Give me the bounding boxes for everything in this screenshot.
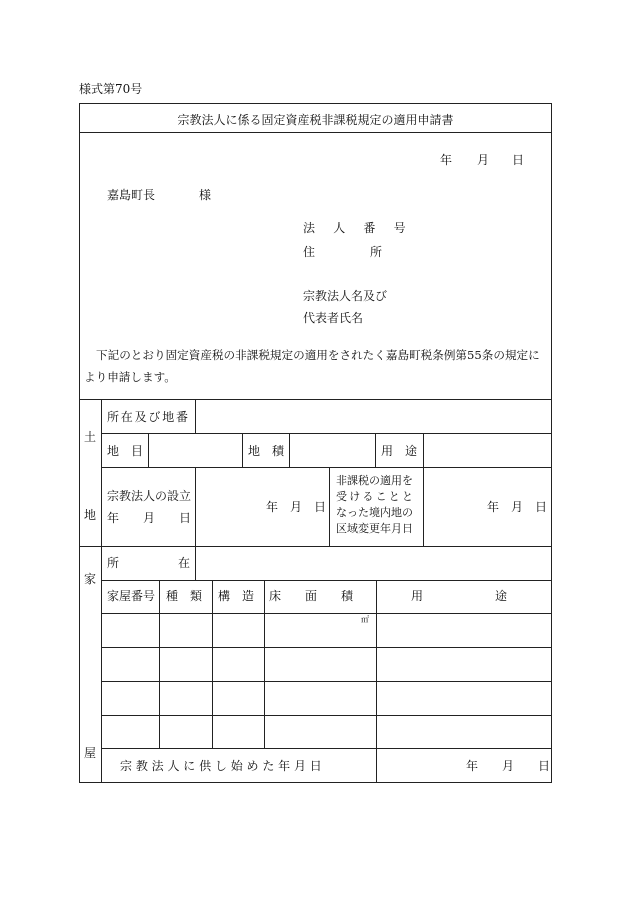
date-day[interactable]: 日: [512, 153, 525, 167]
established-date[interactable]: 年 月 日: [266, 500, 327, 514]
frame-left: [79, 103, 80, 783]
col-line-1: [159, 580, 160, 748]
precinct-label-4: 区域変更年月日: [336, 522, 413, 535]
col-line-2: [212, 580, 213, 748]
corp-name-label-2: 代表者氏名: [303, 311, 364, 325]
land-location-field[interactable]: [196, 400, 551, 433]
established-label-1: 宗教法人の設立: [107, 489, 192, 503]
date-month[interactable]: 月: [477, 153, 490, 167]
chimoku-label: 地 目: [107, 444, 144, 458]
row-line-3: [101, 681, 552, 682]
table-row[interactable]: [102, 648, 159, 681]
body-text-line1: 下記のとおり固定資産税の非課税規定の適用をされたく嘉島町税条例第55条の規定に: [96, 348, 540, 362]
row-line-4: [101, 715, 552, 716]
area-label: 地 積: [248, 444, 285, 458]
chimoku-field[interactable]: [149, 434, 241, 467]
form-number: 様式第70号: [79, 82, 143, 96]
col-header-house-number: 家屋番号: [107, 589, 156, 603]
land-row2-line: [101, 467, 552, 468]
house-location-field[interactable]: [196, 547, 551, 580]
area-label-divider: [242, 433, 243, 467]
corp-name-label-1: 宗教法人名及び: [303, 289, 388, 303]
address-label-b: 所: [370, 245, 383, 259]
row-line-2: [101, 647, 552, 648]
precinct-label-1: 非課税の適用を: [336, 474, 413, 487]
date-year[interactable]: 年: [440, 153, 453, 167]
precinct-label-2: 受けることと: [336, 490, 416, 503]
land-use-label: 用 途: [381, 444, 418, 458]
row-line-5: [101, 748, 552, 749]
form-title: 宗教法人に係る固定資産税非課税規定の適用申請書: [177, 113, 454, 127]
col-header-kind: 種 類: [166, 589, 203, 603]
title-divider: [79, 132, 552, 133]
use-label-divider: [375, 433, 376, 467]
precinct-label-divider: [329, 467, 330, 546]
house-header-top-line: [101, 580, 552, 581]
precinct-label-3: なった境内地の: [336, 506, 413, 519]
house-location-label-a: 所: [107, 556, 120, 570]
house-side-label-1: 家: [84, 572, 97, 586]
area-field[interactable]: [290, 434, 374, 467]
table-row[interactable]: [102, 682, 159, 715]
col-header-floor-area: 床 面 積: [269, 589, 354, 603]
table-row[interactable]: [102, 614, 159, 647]
frame-top: [79, 103, 552, 104]
col-line-3: [264, 580, 265, 748]
established-label-2: 年 月 日: [107, 511, 192, 525]
addressee-name: 嘉島町長: [107, 188, 156, 202]
precinct-divider: [423, 467, 424, 546]
addressee-honorific: 様: [199, 188, 212, 202]
col-header-use: 用 途: [411, 589, 508, 603]
col-header-structure: 構 造: [218, 589, 255, 603]
frame-bottom: [79, 782, 552, 783]
address-label-a: 住: [303, 245, 316, 259]
start-date-label: 宗 教 法 人 に 供 し 始 め た 年 月 日: [120, 759, 322, 773]
row-line-1: [101, 613, 552, 614]
land-use-field[interactable]: [424, 434, 551, 467]
precinct-date[interactable]: 年 月 日: [487, 500, 548, 514]
area-unit: ㎡: [361, 615, 369, 624]
body-text-line2: より申請します。: [84, 370, 176, 384]
land-side-label-1: 土: [84, 430, 97, 444]
land-side-label-2: 地: [84, 508, 97, 522]
house-location-label-b: 在: [178, 556, 191, 570]
table-row[interactable]: [102, 716, 159, 748]
established-divider: [195, 467, 196, 546]
corp-number-label: 法 人 番 号: [303, 221, 413, 235]
land-location-label: 所在及び地番: [107, 410, 190, 424]
start-date[interactable]: 年 月 日: [466, 759, 551, 773]
house-side-label-2: 屋: [84, 746, 97, 760]
